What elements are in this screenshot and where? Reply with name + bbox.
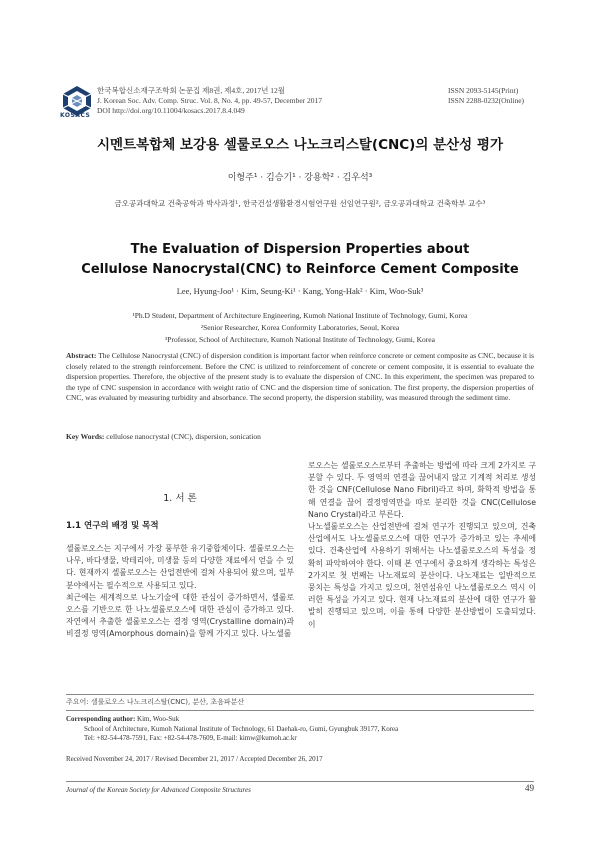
right-column <box>308 460 536 631</box>
corresponding-label: Corresponding author: <box>66 715 136 723</box>
abstract-label: Abstract: <box>66 351 97 360</box>
keywords-text: cellulose nanocrystal (CNC), dispersion, sonication <box>106 432 261 441</box>
paragraph: 최근에는 세계적으로 나노기술에 대한 관심이 증가하면서, 셀룰로오스를 기반으로 한 나노셀룰로오스에 대한 관심이 증가하고 있다. 자연에서 추출한 셀룰로오스는 결정 영역(Crystalline domain)과 비결정 영역(Amorphous domain)을 함께 가지고 있다. 나노셀룰 <box>66 592 294 639</box>
keywords-korean-text: 셀룰로오스 나노크리스탈(CNC), 분산, 초음파분산 <box>90 698 245 706</box>
keywords-korean <box>66 697 244 707</box>
issn-block <box>448 86 524 106</box>
abstract-text: The Cellulose Nanocrystal (CNC) of dispersion condition is important factor when reinforce concrete or cement composite as CNC, because it is closely related to the strength reinforcement. Before the CNC is utilized to reinforcement of concrete or cement composite, it is essential to evaluate the dispersion properties. Therefore, the objective of the present study is to evaluate the dispersion of CNC. In this experiment, the specimen was prepared to the type of CNC suspension in accordance with weight ratio of CNC and the dispersion time of sonication. The first property, the dispersion properties of CNC, was evaluated by measuring turbidity and absorbance. The second property, the dispersion stability, was measured through the sediment time. <box>66 351 534 403</box>
corresponding-author <box>66 715 534 744</box>
issn-print: ISSN 2093-5145(Print) <box>448 86 519 95</box>
authors-korean: 이형주¹ · 김승기¹ · 강용학² · 김우석³ <box>227 173 373 183</box>
abstract <box>66 351 534 404</box>
title-english-line: The Evaluation of Dispersion Properties about <box>130 242 470 257</box>
paragraph: 나노셀룰로오스는 산업전반에 걸쳐 연구가 진행되고 있으며, 건축산업에서도 나노셀룰로오스에 대한 연구가 증가하고 있는 추세에 있다. 건축산업에 사용하기 위해서는 나노셀룰로오스의 특성을 정확히 파악하여야 한다. 이때 본 연구에서 중요하게 생각하는 특성은 2가지로 첫 번째는 나노재료의 분산이다. 나노재료는 일반적으로 뭉치는 특성을 가지고 있으며, 천연섬유인 나노셀룰로오스 역시 이러한 특성을 가지고 있다. 현재 나노재료의 분산에 대한 연구가 활발히 진행되고 있으며, 이를 통해 다양한 분산방법이 도출되었다. 이 <box>308 522 536 629</box>
page-number: 49 <box>525 783 534 793</box>
received-dates: Received November 24, 2017 / Revised December 21, 2017 / Accepted December 26, 2017 <box>66 755 323 763</box>
issn-online: ISSN 2288-0232(Online) <box>448 96 525 105</box>
title-english-line: Cellulose Nanocrystal(CNC) to Reinforce Cement Composite <box>81 262 519 277</box>
paragraph: 셀룰로오스는 지구에서 가장 풍부한 유기중합체이다. 셀룰로오스는 나무, 바다생물, 박테리아, 미생물 등의 다양한 재료에서 얻을 수 있다. 현재까지 셀룰로오스는 산업전반에 걸쳐 사용되어 왔으며, 일부 분야에서는 필수적으로 사용되고 있다. <box>66 544 294 590</box>
affiliation-line: ³Professor, School of Architecture, Kumoh National Institute of Technology, Gumi, Korea <box>165 335 435 344</box>
corresponding-address: School of Architecture, Kumoh National Institute of Technology, 61 Daehak-ro, Gumi, Gyungbuk 39177, Korea <box>84 724 399 733</box>
divider <box>66 710 534 711</box>
keywords-korean-label: 주요어: <box>66 698 89 706</box>
left-column <box>66 543 294 641</box>
divider <box>66 694 534 695</box>
corresponding-contact[interactable]: Tel: +82-54-478-7591, Fax: +82-54-478-7609, E-mail: kimw@kumoh.ac.kr <box>84 734 297 743</box>
doi-link[interactable]: DOI http://doi.org/10.11004/kosacs.2017.8.4.049 <box>97 106 245 115</box>
affiliation-line: ²Senior Researcher, Korea Conformity Laboratories, Seoul, Korea <box>200 323 400 332</box>
affiliation-korean: 금오공과대학교 건축공학과 박사과정¹, 한국건설생활환경시험연구원 선임연구원², 금오공과대학교 건축학부 교수³ <box>114 199 486 208</box>
affiliations-english <box>0 310 600 346</box>
paragraph: 로오스는 셀룰로오스로부터 추출하는 방법에 따라 크게 2가지로 구분할 수 있다. 두 영역의 연결을 끊어내지 않고 기계적 처리로 생성한 것을 CNF(Cellulose Nano Fibril)라고 하며, 화학적 방법을 통해 연결을 끊어 결정영역만을 따로 분리한 것을 CNC(Cellulose Nano Crystal)라고 부른다. <box>308 461 536 519</box>
journal-citation-line: 한국복합신소재구조학회 논문집 제8권, 제4호, 2017년 12월 <box>97 86 286 95</box>
keywords-label: Key Words: <box>66 432 105 441</box>
divider <box>66 781 534 782</box>
journal-citation <box>97 86 322 116</box>
title-english <box>0 240 600 280</box>
footer-journal: Journal of the Korean Society for Advanced Composite Structures <box>66 786 251 794</box>
section-heading: 1. 서 론 <box>163 493 197 504</box>
title-korean: 시멘트복합체 보강용 셀룰로오스 나노크리스탈(CNC)의 분산성 평가 <box>96 137 504 153</box>
journal-citation-line: J. Korean Soc. Adv. Comp. Struc. Vol. 8, No. 4, pp. 49-57, December 2017 <box>97 96 323 105</box>
corresponding-name: Kim, Woo-Suk <box>137 715 180 723</box>
subsection-heading: 1.1 연구의 배경 및 목적 <box>66 521 159 531</box>
keywords <box>66 432 534 441</box>
authors-english: Lee, Hyung-Joo¹ · Kim, Seung-Ki¹ · Kang, Yong-Hak² · Kim, Woo-Suk³ <box>176 286 424 296</box>
affiliation-line: ¹Ph.D Student, Department of Architecture Engineering, Kumoh National Institute of Technology, Gumi, Korea <box>132 311 468 320</box>
logo-text: KOSACS <box>60 112 91 119</box>
